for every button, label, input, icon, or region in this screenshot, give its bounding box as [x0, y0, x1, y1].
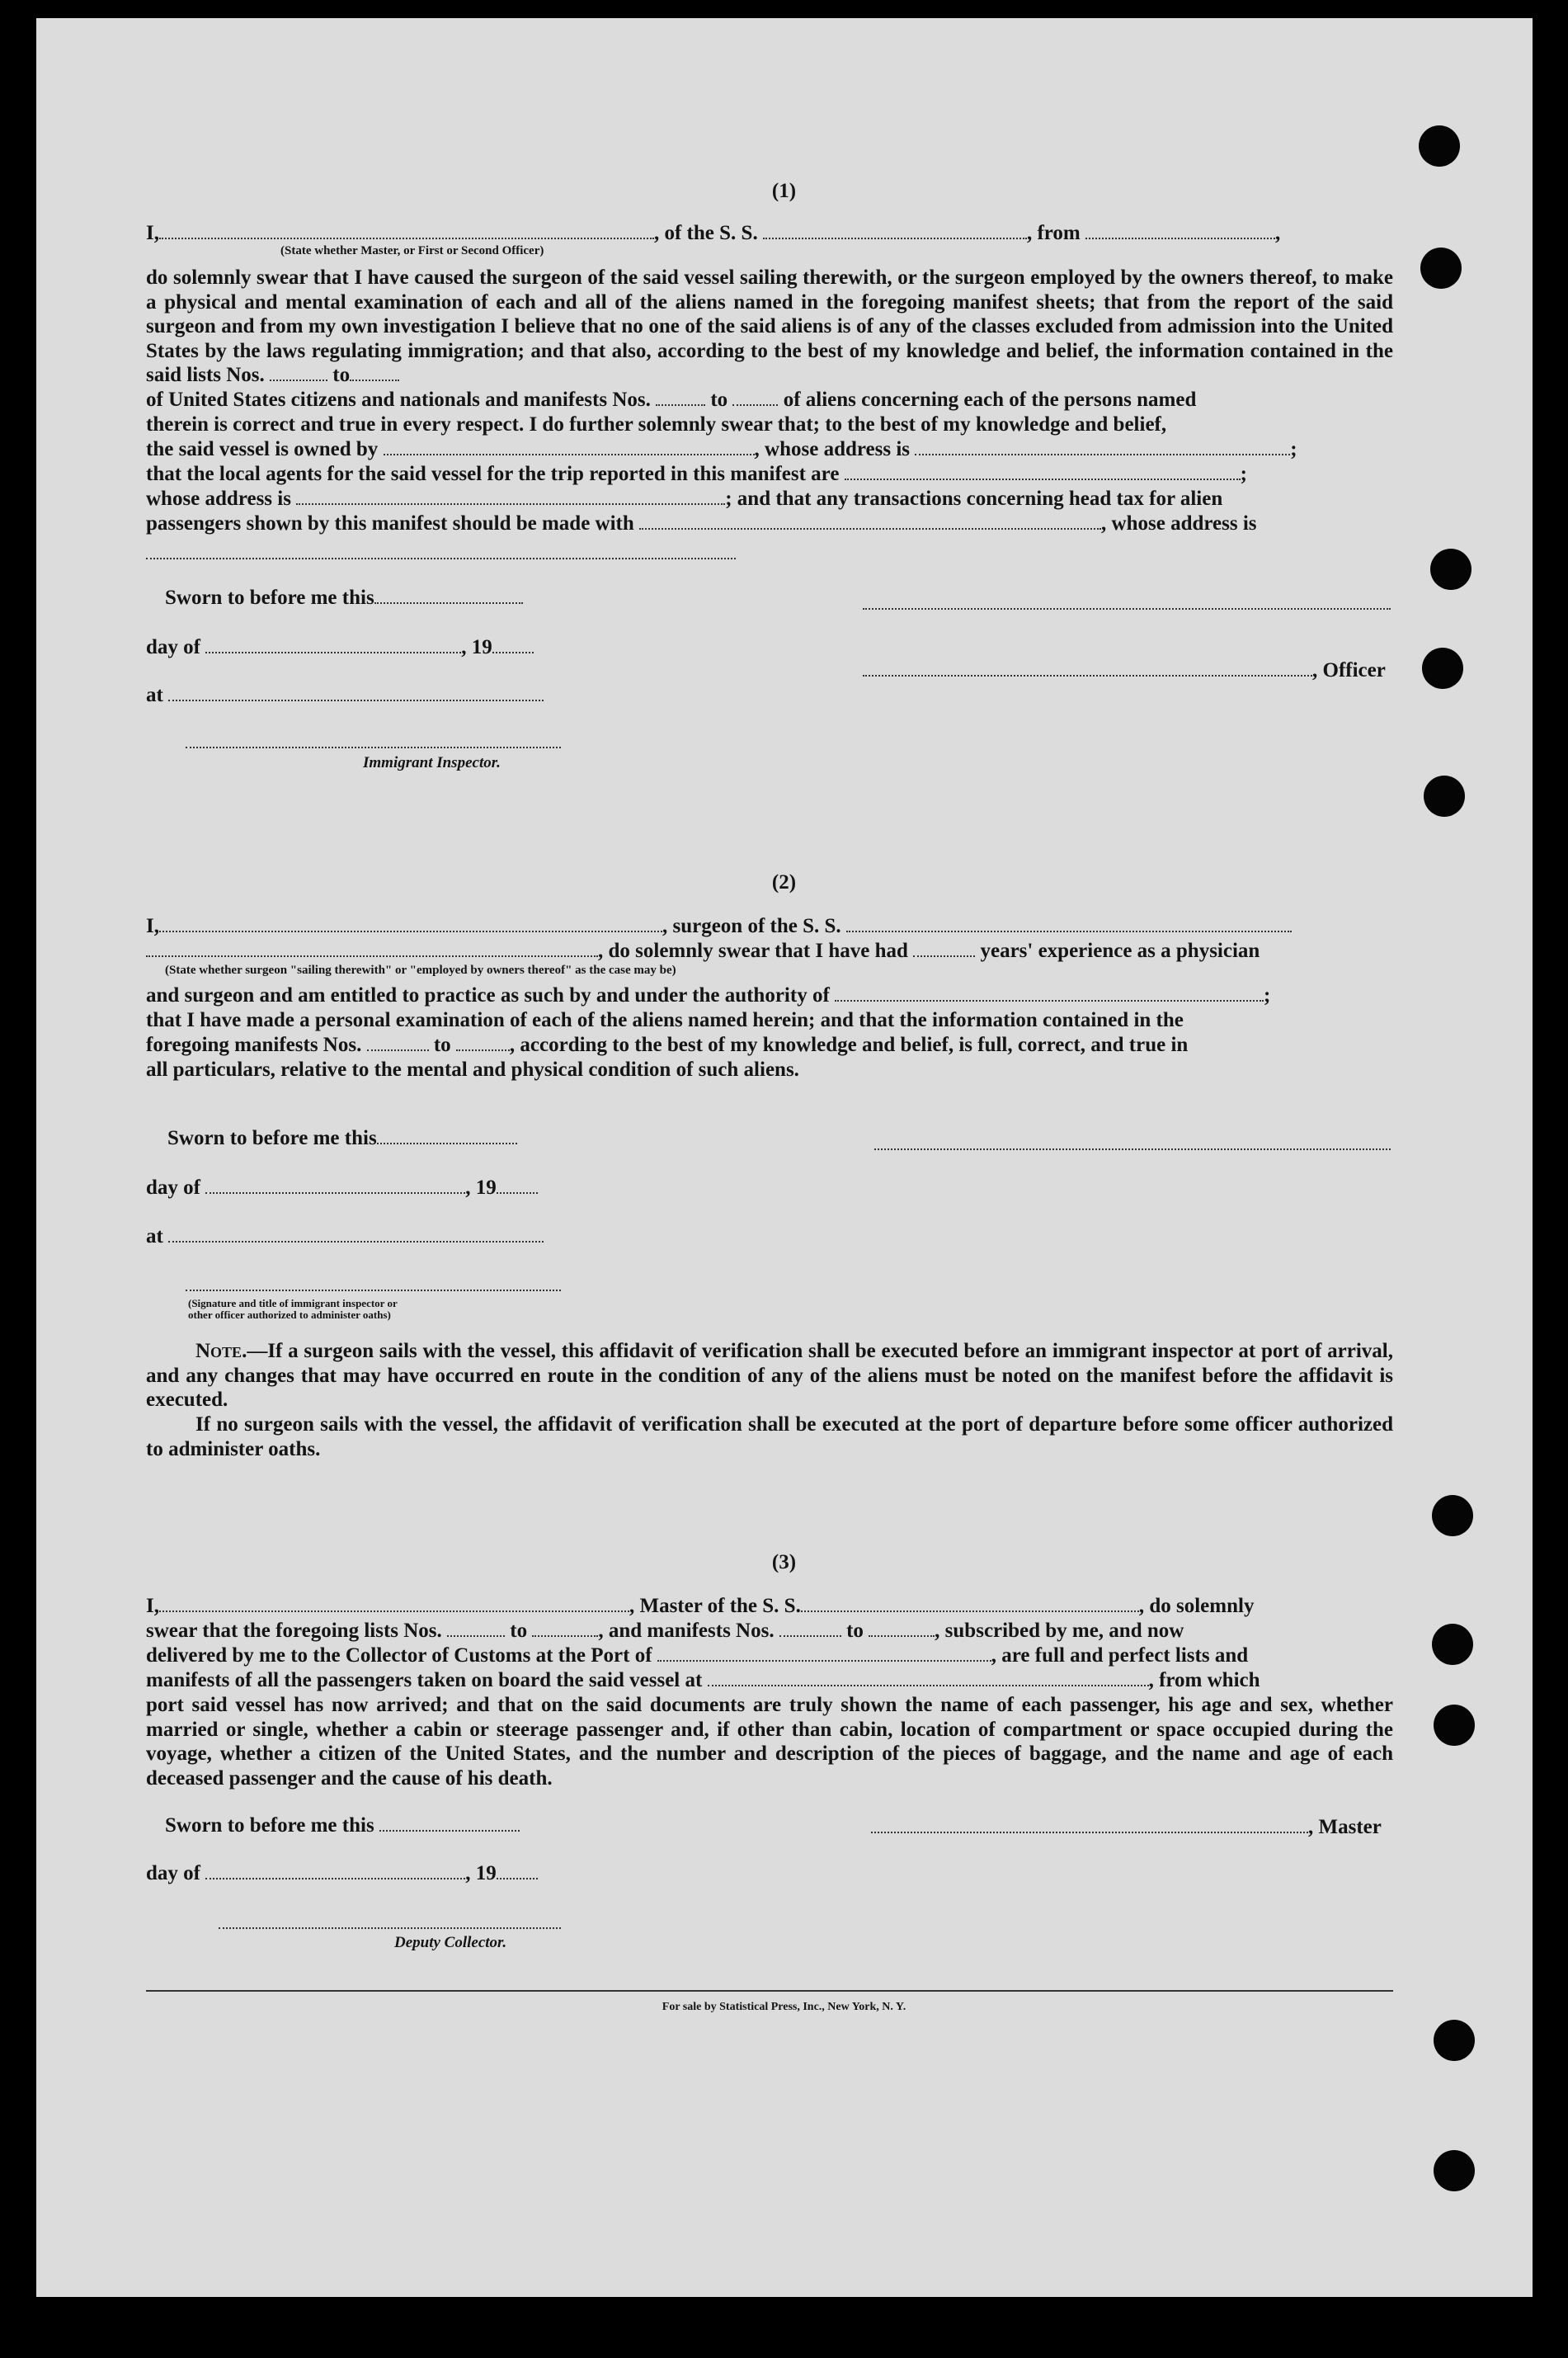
local-agents-field[interactable]	[845, 464, 1241, 480]
sec1-line-i: I, , of the S. S. , from ,	[146, 222, 1281, 244]
port-field[interactable]	[657, 1645, 991, 1662]
punch-hole	[1432, 1624, 1473, 1665]
sec2-foregoing-row: foregoing manifests Nos. to , according to the best of my knowledge and belief, is full, correct, and true in	[146, 1034, 1189, 1056]
lists-to-field[interactable]	[350, 365, 399, 381]
punch-hole	[1434, 2150, 1475, 2191]
officer-row: , Officer	[863, 658, 1386, 683]
sec2-manifests-to-field[interactable]	[456, 1035, 510, 1051]
sec2-year-field[interactable]	[497, 1177, 538, 1194]
sec2-signature-line[interactable]	[186, 1290, 561, 1291]
note-2: If no surgeon sails with the vessel, the affidavit of verification shall be executed at the port of departure before some officer authorized to administer oaths.	[146, 1413, 1393, 1460]
punch-hole	[1424, 776, 1465, 817]
punch-hole	[1434, 2020, 1475, 2061]
manifests-from-field[interactable]	[656, 389, 705, 406]
owner-address-field[interactable]	[915, 439, 1290, 455]
surgeon-type-field[interactable]	[146, 941, 598, 957]
manifests-to-field[interactable]	[732, 389, 778, 406]
sec3-manifests-row: manifests of all the passengers taken on board the said vessel at , from which	[146, 1669, 1260, 1691]
inspector-caption: Immigrant Inspector.	[363, 754, 501, 771]
inspector-signature-line[interactable]	[186, 747, 561, 748]
sec3-lists-to-field[interactable]	[532, 1620, 598, 1637]
collector-signature-line[interactable]	[219, 1927, 561, 1929]
sec1-agents-row: that the local agents for the said vessel for the trip reported in this manifest are ;	[146, 463, 1247, 485]
head-tax-address-line[interactable]	[146, 558, 736, 559]
officer-hint: (State whether Master, or First or Second Officer)	[280, 244, 544, 257]
officer-line-1[interactable]	[863, 608, 1391, 610]
sec1-passengers-row: passengers shown by this manifest should be made with , whose address is	[146, 512, 1257, 535]
sec1-at: at	[146, 683, 544, 708]
officer-signature-field[interactable]	[863, 660, 1312, 677]
sec2-at: at	[146, 1224, 544, 1249]
collector-caption: Deputy Collector.	[394, 1934, 507, 1951]
vessel-name-field[interactable]	[763, 223, 1027, 239]
surgeon-name-field[interactable]	[159, 916, 662, 932]
officer-field[interactable]	[159, 223, 654, 239]
sec2-at-field[interactable]	[168, 1226, 544, 1243]
section-3-number: (3)	[771, 1551, 797, 1573]
sec3-vessel-field[interactable]	[801, 1596, 1139, 1612]
boarding-port-field[interactable]	[708, 1670, 1149, 1686]
at-place-field[interactable]	[168, 685, 544, 701]
sec2-sig-caption-2: other officer authorized to administer oaths)	[188, 1309, 391, 1321]
footer-imprint: For sale by Statistical Press, Inc., New York, N. Y.	[662, 2001, 906, 2013]
sec3-lists-from-field[interactable]	[447, 1620, 505, 1637]
sec2-sig-caption-1: (Signature and title of immigrant inspector or	[188, 1297, 398, 1309]
surgeon-hint: (State whether surgeon "sailing therewith" or "employed by owners thereof" as the case may be)	[165, 964, 676, 977]
sec3-paragraph: port said vessel has now arrived; and that on the said documents are truly shown the name of each passenger, his age and sex, whether married or single, whether a cabin or steerage passenger and, if other than cabin, location of compartment or space occupied during the voyage, whether a citizen of the United States, and the number and description of the pieces of baggage, and the name and age of each deceased passenger and the cause of his death.	[146, 1694, 1393, 1790]
bleed-through	[223, 130, 1130, 158]
sec2-sworn: Sworn to before me this	[167, 1126, 517, 1151]
sec2-day-of: day of , 19	[146, 1176, 538, 1200]
punch-hole	[1422, 648, 1463, 689]
sec1-sworn: Sworn to before me this	[165, 586, 523, 611]
lists-from-field[interactable]	[270, 365, 327, 381]
sec1-owned-row: the said vessel is owned by , whose address is ;	[146, 438, 1297, 460]
master-signature-field[interactable]	[871, 1817, 1308, 1833]
punch-hole	[1420, 248, 1462, 289]
authority-field[interactable]	[835, 985, 1264, 1002]
agent-address-field[interactable]	[296, 488, 725, 505]
sec3-day-field[interactable]	[205, 1863, 465, 1879]
sec2-swear-row: , do solemnly swear that I have had years' experience as a physician	[146, 939, 1260, 964]
sec2-particulars-row: all particulars, relative to the mental and physical condition of such aliens.	[146, 1059, 799, 1081]
years-field[interactable]	[913, 941, 975, 957]
sec3-delivered-row: delivered by me to the Collector of Customs at the Port of , are full and perfect lists and	[146, 1644, 1249, 1667]
sec1-paragraph: do solemnly swear that I have caused the surgeon of the said vessel sailing therewith, or the surgeon employed by the owners thereof, to make a physical and mental examination of each and all of the aliens named in the foregoing manifest sheets; that from the report of the said surgeon and from my own investigation I believe that no one of the said aliens is of any of the classes excluded from admission into the United States by the laws regulating immigration; and that also, according to the best of my knowledge and belief, the information contained in the said lists Nos. to	[146, 266, 1393, 386]
sec1-agent-address-row: whose address is ; and that any transactions concerning head tax for alien	[146, 488, 1223, 510]
surgeon-vessel-field[interactable]	[846, 916, 1292, 932]
sec1-therein-row: therein is correct and true in every respect. I do further solemnly swear that; to the best of my knowledge and belief,	[146, 413, 1167, 436]
sec2-day-field[interactable]	[205, 1177, 465, 1194]
sec3-sworn-field[interactable]	[379, 1815, 520, 1832]
note-1: Note.—If a surgeon sails with the vessel, this affidavit of verification shall be executed before an immigrant inspector at port of arrival, and any changes that may have occurred en route in the condition of any of the aliens must be noted on the manifest before the affidavit is executed.	[146, 1340, 1393, 1411]
sec2-para-row: that I have made a personal examination of each of the aliens named herein; and that the information contained in the	[146, 1009, 1184, 1031]
master-row: , Master	[871, 1815, 1382, 1840]
year-field[interactable]	[492, 637, 534, 653]
sec2-manifests-from-field[interactable]	[367, 1035, 429, 1051]
footer-rule	[146, 1990, 1393, 1992]
punch-hole	[1432, 1495, 1473, 1536]
sec2-sworn-field[interactable]	[377, 1128, 517, 1144]
surgeon-signature-line[interactable]	[874, 1148, 1391, 1150]
sec3-line-i: I, , Master of the S. S. , do solemnly	[146, 1595, 1255, 1617]
sec2-entitled-row: and surgeon and am entitled to practice as such by and under the authority of ;	[146, 984, 1271, 1007]
head-tax-party-field[interactable]	[639, 513, 1101, 530]
owner-field[interactable]	[384, 439, 755, 455]
section-1-number: (1)	[771, 180, 797, 202]
master-name-field[interactable]	[159, 1596, 629, 1612]
sec3-manifests-from-field[interactable]	[779, 1620, 841, 1637]
sec3-day-of: day of , 19	[146, 1861, 538, 1886]
day-of-field[interactable]	[205, 637, 461, 653]
from-port-field[interactable]	[1085, 223, 1275, 239]
sec3-manifests-to-field[interactable]	[869, 1620, 935, 1637]
punch-hole	[1430, 549, 1471, 590]
sec3-year-field[interactable]	[497, 1863, 538, 1879]
section-2-number: (2)	[771, 871, 797, 894]
sworn-date-field[interactable]	[374, 587, 523, 604]
sec3-sworn: Sworn to before me this	[165, 1813, 520, 1838]
sec1-us-citizens-row: of United States citizens and nationals and manifests Nos. to of aliens concerning each of the persons named	[146, 389, 1197, 411]
sec2-line-i: I, , surgeon of the S. S.	[146, 914, 1292, 939]
punch-hole	[1434, 1705, 1475, 1746]
sec1-day-of: day of , 19	[146, 635, 534, 660]
punch-hole	[1419, 125, 1460, 167]
sec3-swear-row: swear that the foregoing lists Nos. to , and manifests Nos. to , subscribed by me, and now	[146, 1620, 1184, 1642]
